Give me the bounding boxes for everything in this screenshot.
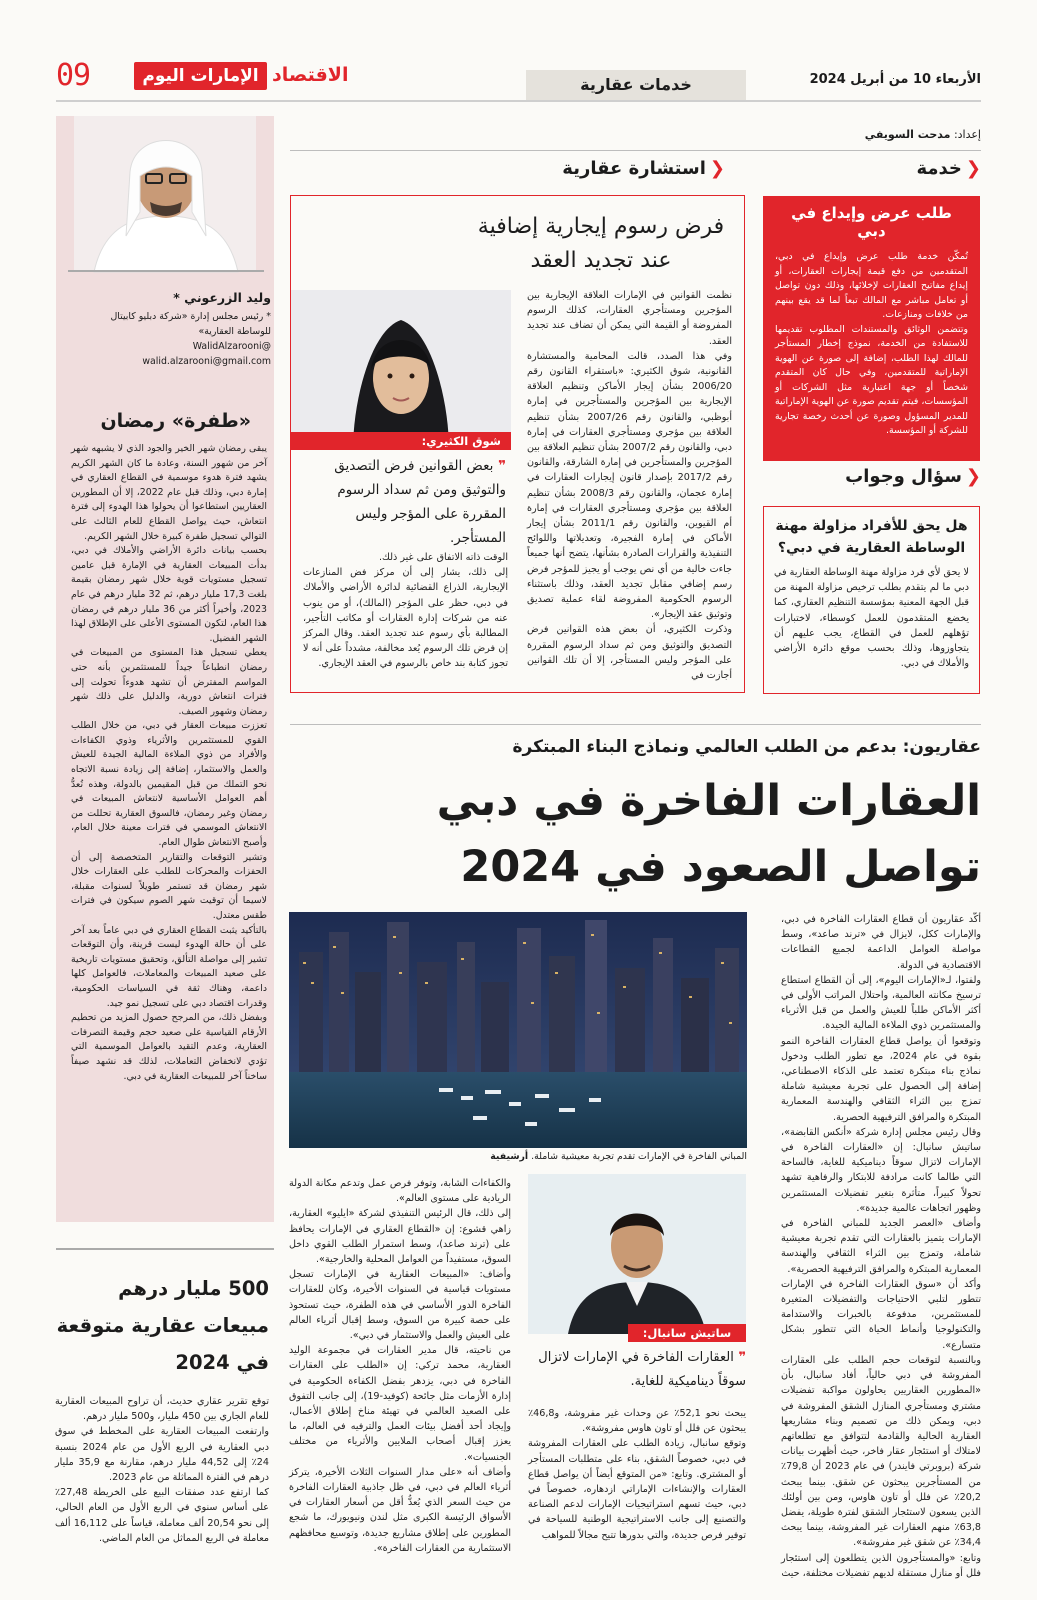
page-number: 09: [56, 58, 91, 93]
columnist-name: وليد الزرعوني *: [173, 290, 271, 305]
dubai-marina-photo: [289, 912, 747, 1148]
prepared-by: [865, 128, 981, 141]
section-title: خدمات عقارية: [526, 70, 746, 100]
woman-portrait-icon: [291, 290, 511, 450]
expert-name-main: ساتيش سانبال:: [628, 1324, 746, 1342]
photo-caption-text: المباني الفاخرة في الإمارات تقدم تجربة معيشية شاملة.: [531, 1151, 747, 1162]
quote-icon: ❞: [493, 458, 506, 474]
main-body-col2: يبحث نحو 52,1٪ عن وحدات غير مفروشة، و46,8٪ يبحثون عن فلل أو تاون هاوس مفروشة». وتوقع سانبال، زيادة الطلب على العقارات المفروشة في دبي، خصوصاً الشقق، بناء على متطلبات المستأجر أو المشتري. وتابع: «من المتوقع أيضاً أن يواصل قطاع العقارات والإنشاءات الإماراتي ازدهاره، خصوصاً في دبي، حيث تسهم استراتيجيات الإمارات لدعم الصناعة والتصنيع إلى جانب الاستراتيجية الوطنية للسياحة في توفير فرص جديدة، والتي بدورها تتيح مجالاً للمواهب: [528, 1408, 746, 1541]
expert-photo: [291, 290, 511, 450]
main-top-divider: [290, 724, 981, 725]
side-story-rule: [56, 1248, 274, 1250]
expert-name: شوق الكثيري:: [291, 432, 511, 450]
consultation-section-heading: ❮استشارة عقارية: [562, 158, 725, 179]
pull-quote-text: بعض القوانين فرض التصديق والتوثيق ومن ثم سداد الرسوم المقررة على المؤجر وليس المستأجر.: [334, 458, 506, 546]
columnist-title: * رئيس مجلس إدارة «شركة دبليو كابيتال للوساطة العقارية» @WalidAlzarooni walid.alzarooni@gmail.com: [110, 311, 271, 367]
consultation-body-right: نظمت القوانين في الإمارات العلاقة الإيجارية بين المؤجرين ومستأجري العقارات، كذلك الرسوم المفروضة أو القيمة التي يمكن أن تضاف عند تجديد العقد. وفي هذا الصدد، قالت المحامية والمستشارة القانونية، شوق الكثيري: «باستقراء القانون رقم 2006/20 بشأن إيجار الأماكن وتنظيم العلاقة الإيجارية بين المؤجرين والمستأجرين في إمارة أبوظبي، والقانون رقم 2007/26 بشأن تنظيم العلاقة بين مؤجري ومستأجري العقارات في إمارة دبي، والقانون رقم 2007/2 بشأن تنظيم العلاقة بين المؤجرين والمستأجرين في إمارة الشارقة، والقانون رقم 2017/2 بإصدار قانون إيجارات العقارات في إمارة عجمان، والقانون رقم 2008/3 بشأن تنظيم العلاقة بين مؤجري ومستأجري العقارات في إمارة أم القيوين، والقانون رقم 2011/1 بشأن إيجار الأماكن في إمارة الفجيرة، وتعديلاتها واللوائح التنفيذية والقرارات الصادرة بشأنها، يتضح أنها جميعاً جاءت خالية من أي نص يوجب أو يجيز للمؤجر فرض رسم إضافي مقابل تجديد العقد، وذلك باستثناء الرسوم الحكومية المفروضة لقاء عملية تصديق وتوثيق عقد الإيجار». وذكرت الكثيري، أن بعض هذه القوانين فرض التصديق والتوثيق ومن ثم سداد الرسوم المقررة على المؤجر وليس المستأجر، إلا أن تلك القوانين أجازت في: [527, 290, 733, 682]
prepared-by-label: إعداد:: [953, 128, 981, 141]
service-title: طلب عرض وإيداع في دبي: [791, 204, 952, 240]
qa-section-heading: ❮سؤال وجواب: [845, 466, 981, 487]
pull-quote-main: [528, 1346, 746, 1394]
main-kicker: عقاريون: بدعم من الطلب العالمي ونماذج البناء المبتكرة: [512, 737, 981, 757]
pull-quote-main-text: العقارات الفاخرة في الإمارات لاتزال سوقاً ديناميكية للغاية.: [538, 1350, 746, 1389]
qa-question: هل يحق للأفراد مزاولة مهنة الوساطة العقارية في دبي؟: [775, 518, 968, 556]
columnist-photo: [74, 116, 256, 272]
expert-photo-main: [528, 1174, 746, 1334]
photo-credit: أرشيفية: [490, 1151, 529, 1162]
chevron-icon: ❮: [709, 158, 725, 179]
quote-icon: ❞: [733, 1350, 746, 1365]
side-story-headline: 500 مليار درهم مبيعات عقارية متوقعة في 2024: [56, 1277, 269, 1374]
main-body-col3: والكفاءات الشابة، وتوفر فرص عمل وتدعم مكانة الدولة الريادية على مستوى العالم». إلى ذلك، قال الرئيس التنفيذي لشركة «ايليو» العقارية، زاهي قشوع: إن «القطاع العقاري في الإمارات يحافظ على (ترند صاعد)، وسط استمرار الطلب القوي داخل السوق، مستفيداً من العوامل المحلية والخارجية». وأضاف: «المبيعات العقارية في الإمارات تسجل مستويات قياسية في السنوات الأخيرة، وكان للعقارات الفاخرة الدور الأساسي في هذه الطفرة، حيث تستحوذ على حصة كبيرة من السوق، وسط إقبال أثرياء العالم على العيش والعمل والاستثمار في دبي». من ناحيته، قال مدير العقارات في مجموعة الوليد العقارية، محمد تركي: إن «الطلب على العقارات الفاخرة في دبي، يزدهر بفضل الكفاءة الحكومية في إدارة الأزمات مثل جائحة (كوفيد-19)، إلى جانب التفوق على الصعيد العالمي في تهيئة مناخ إطلاق الأعمال، وإيجاد أحد أفضل بيئات العمل والترفيه في العالم، ما يعزز إقبال أصحاب الملايين والأثرياء من مختلف الجنسيات». وأضاف أنه «على مدار السنوات الثلاث الأخيرة، يتركز أثرياء العالم في دبي، في ظل جاذبية العقارات الفاخرة من حيث السعر الذي يُعدُّ أقل من أسعار العقارات في الأسواق الرئيسة الكبرى مثل لندن ونيويورك، ما شجع المطورين على إطلاق مشاريع جديدة، وتوسيع محافظهم الاستثمارية من العقارات الفاخرة».: [289, 1178, 511, 1554]
man-portrait-icon: [74, 116, 256, 272]
issue-date: الأربعاء 10 من أبريل 2024: [809, 72, 981, 87]
top-divider: [290, 150, 981, 151]
service-section-heading: ❮خدمة: [916, 158, 981, 179]
main-body-col1: أكّد عقاريون أن قطاع العقارات الفاخرة في دبي، والإمارات ككل، لايزال في «ترند صاعد»، وسط مواصلة العوامل الداعمة لجميع القطاعات الاقتصادية في الدولة. ولفتوا، لـ«الإمارات اليوم»، إلى أن القطاع استطاع ترسيخ مكانته العالمية، واحتلال المراتب الأولى في أكثر الأماكن طلباً للعيش والعمل من قبل الأثرياء والمستثمرين ذوي الملاءة المالية الجيدة. وتوقعوا أن يواصل قطاع العقارات الفاخرة النمو بقوة في عام 2024، مع تطور الطلب ودخول نماذج بناء مبتكرة تعتمد على الذكاء الاصطناعي، إضافة إلى الحصول على تجربة معيشية شاملة تمزج بين الثراء الثقافي والهندسة المعمارية المبتكرة والمرافق الترفيهية الحصرية. وقال رئيس مجلس إدارة شركة «أنكس القابضة»، ساتيش سانبال: إن «العقارات الفاخرة في الإمارات لاتزال سوقاً ديناميكية للغاية، فالساحة التي طالما كانت مرادفة للابتكار والرفاهية تشهد تحولاً كبيراً، متأثرة بتغير تفضيلات المستثمرين وظهور اتجاهات عالمية جديدة». وأضاف «العصر الجديد للمباني الفاخرة في الإمارات يتميز بالعقارات التي تقدم تجربة معيشية شاملة، وتمزج بين الثراء الثقافي والهندسة المعمارية المبتكرة والمرافق الترفيهية الحصرية». وأكد أن «سوق العقارات الفاخرة في الإمارات تتطور لتلبي الاحتياجات والتفضيلات المتغيرة للمستثمرين، مدفوعة بالخبرات والاستدامة والتكنولوجيا وأنماط الحياة التي تتطور بشكل متسارع». وبالنسبة لتوقعات حجم الطلب على العقارات المفروشة في دبي حالياً، أفاد سانبال، بأن «المطورين العقاريين يحاولون مواكبة تفضيلات مشتري ومستأجري المنازل الشقق المفروشة في دبي، ويمكن ذلك من تصميم وبناء مشاريعها العقارية الحالية والقادمة لتتوافق مع تطلعاتهم لامتلاك أو استئجار عقار فاخر، حيث أظهرت بيانات شركة (بروبرتي فايندر) في عام 2023 أن 79,8٪ من المستأجرين يبحثون عن شقق. بينما يبحث 20,2٪ عن فلل أو تاون هاوس، ومن بين أولئك الذين يسعون لاستئجار الشقق لفترة طويلة، يفضل 63,8٪ منهم العقارات غير المفروشة، بينما يبحث 34,4٪ عن شقق غير مفروشة». وتابع: «والمستأجرون الذين يتطلعون إلى استئجار فلل أو منازل مستقلة لديهم تفضيلات مختلفة، حيث: [781, 914, 982, 1579]
chevron-icon: ❮: [965, 466, 981, 487]
qa-answer: لا يحق لأي فرد مزاولة مهنة الوساطة العقارية في دبي ما لم يتقدم بطلب ترخيص مزاولة المهنة من قبل الجهة المعنية بمؤسسة التنظيم العقاري، كما يخضع المتقدمون للعمل كوسطاء، لاختبارات تؤهلهم للعمل في القطاع، يجب عليهم أن يتجاوزوها، وذلك بحسب موقع دائرة الأراضي والأملاك في دبي.: [774, 567, 969, 670]
main-headline: العقارات الفاخرة في دبي تواصل الصعود في 2024: [436, 776, 981, 892]
columnist-photo-rule: [68, 270, 264, 272]
consultation-headline: فرض رسوم إيجارية إضافية عند تجديد العقد: [477, 214, 725, 273]
skyline-illustration: [289, 912, 747, 1148]
prepared-by-name: مدحت السويفي: [864, 128, 951, 141]
header-divider: [56, 100, 981, 102]
consultation-box: [290, 195, 745, 693]
service-body: تُمكّن خدمة طلب عرض وإيداع في دبي، المتقدمين من دفع قيمة إيجارات العقارات، أو إيداع مفاتيح العقارات لإخلائها، وذلك دون تواصل أو تعامل مباشر مع المالك تبعاً لما قد يقع بينهم من خلافات ومنازعات. وتتضمن الوثائق والمستندات المطلوب تقديمها للاستفادة من الخدمة، نموذج إخطار المستأجر للمالك لهذا الطلب، إضافة إلى صورة عن الهوية الإماراتية للمتقدمين، وفي حال كان المتقدم شخصاً أو جهة اعتبارية مثل الشركات أو المؤسسات، فيتم تقديم صورة عن الهوية الإماراتية للمدير المسؤول وصورة عن أحدث رخصة تجارية للشركة أو المؤسسة.: [775, 251, 968, 436]
category-label: الاقتصاد: [272, 64, 349, 86]
photo-caption: [289, 1151, 747, 1162]
qa-box: [763, 506, 980, 694]
chevron-icon: ❮: [965, 158, 981, 179]
pull-quote: [301, 454, 506, 550]
side-story-body: توقع تقرير عقاري حديث، أن تراوح المبيعات العقارية للعام الجاري بين 450 مليار، و500 مليار درهم. وارتفعت المبيعات العقارية على المخطط في سوق دبي العقارية في الربع الأول من عام 2024 بنسبة 24٪ إلى 44,52 مليار درهم، مقارنة مع 35,9 مليار درهم في الفترة المماثلة من عام 2023. كما ارتفع عدد صفقات البيع على الخريطة 27,48٪ على أساس سنوي في الربع الأول من العام الحالي، إلى نحو 20,54 ألف معاملة، قياساً على 16,112 ألف معاملة في الربع المماثل من العام الماضي.: [55, 1396, 269, 1544]
service-box: [763, 196, 980, 461]
column-headline: «طفرة» رمضان: [100, 410, 251, 432]
man-portrait-icon: [528, 1174, 746, 1334]
newspaper-logo: الإمارات اليوم: [134, 62, 267, 90]
column-body: يبقى رمضان شهر الخير والجود الذي لا يشبهه شهر آخر من شهور السنة، وعادة ما كان الشهر الكريم يشهد فترة هدوء موسمية في القطاع العقاري في إمارة دبي، وذلك قبل عام 2022، إلا أن المطورين العقاريين استطاعوا أن يحولوا هذا الهدوء إلى فترة انتعاش، حيث يواصل القطاع للعام الثالث على التوالي تسجيل طفرة كبيرة خلال الشهر الكريم. بحسب بيانات دائرة الأراضي والأملاك في دبي، بدأت المبيعات العقارية في الإمارة قبل عامين تسجيل مستويات قوية خلال شهر رمضان بقيمة بلغت 17,3 مليار درهم، ثم 32 مليار درهم في عام 2023، وأخيراً أكثر من 36 مليار درهم في رمضان هذا العام، لتكون المستوى الأعلى على الإطلاق لهذا الشهر الفضيل. يعطي تسجيل هذا المستوى من المبيعات في رمضان انطباعاً جيداً للمستثمرين بأنه حتى المواسم المفترض أن تشهد هدوءاً تحولت إلى فترات انتعاش دورية، والدليل على ذلك شهر رمضان وشهور الصيف. تعززت مبيعات العقار في دبي، من خلال الطلب القوي للمستثمرين والأثرياء وذوي الكفاءات والأفراد من ذوي الملاءة المالية الجيدة للعيش والعمل والاستثمار، إضافة إلى زيادة نسبة الاتجاه نحو التملك من قبل المقيمين بالدولة، وهذه تُعدُّ أهم العوامل الأساسية لانتعاش المبيعات في رمضان وغير رمضان، فالسوق العقارية تحللت من الانتعاش الموسمي في فترات معينة خلال العام، وأصبح الانتعاش طوال العام. وتشير التوقعات والتقارير المتخصصة إلى أن الحفزات والمحركات للطلب على العقارات خلال شهر رمضان قد تستمر طويلاً لسنوات مقبلة، لاسيما أن توقيت شهر الصوم سيكون في فترات طقس معتدل. بالتأكيد يثبت القطاع العقاري في دبي عاماً بعد آخر على أن حالة الهدوء ليست قرينة، وأن التوقعات تشير إلى مواصلة التألق، وتحقيق مستويات تاريخية على صعيد المبيعات والمعاملات، فالعوامل كلها داعمة، وهناك ثقة في السياسات الحكومية، وقدرات اقتصاد دبي على تسجيل نمو جيد. وبفضل ذلك، من المرجح حصول المزيد من تحطيم الأرقام القياسية على صعيد حجم وقيمة التصرفات العقارية، وعدم التقيد بالعوامل الموسمية التي تؤدي لانخفاض التعاملات، لذلك قد نشهد صيفاً ساخناً آخر للمبيعات العقارية في دبي.: [71, 443, 267, 1082]
consultation-body-left: الوقت ذاته الاتفاق على غير ذلك. إلى ذلك، يشار إلى أن مركز فض المنازعات الإيجارية، الذراع القضائية لدائرة الأراضي والأملاك في دبي، حظر على المؤجر (المالك)، أو من ينوب عنه من شركات إدارة العقارات أو مكاتب التأجير، المطالبة بأي رسوم عند تجديد العقد. وقال المركز إن فرض تلك الرسوم يُعد مخالفة، مشدداً على أنه لا تجوز كتابة بند خاص بالرسوم في العقد الإيجاري.: [303, 552, 508, 670]
